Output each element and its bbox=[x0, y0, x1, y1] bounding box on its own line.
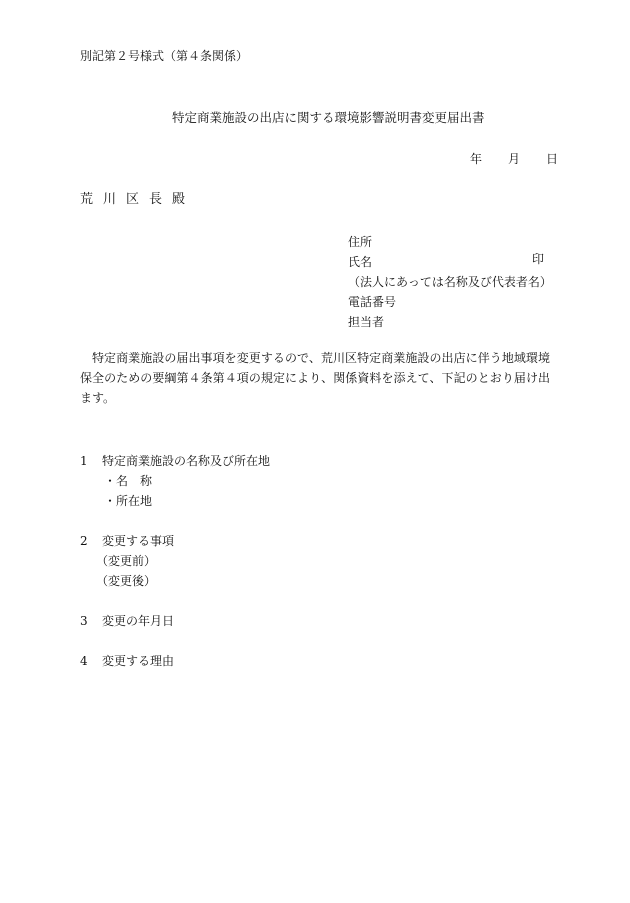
address-label: 住所 bbox=[348, 235, 373, 249]
item-title: 変更の年月日 bbox=[102, 614, 175, 628]
item-title: 特定商業施設の名称及び所在地 bbox=[102, 454, 271, 468]
item-heading bbox=[80, 451, 270, 471]
applicant-block bbox=[348, 232, 552, 332]
item-sub-line: （変更前） bbox=[96, 554, 157, 568]
item-number: 3 bbox=[80, 614, 88, 628]
item-heading bbox=[80, 611, 270, 631]
items-list bbox=[80, 451, 270, 671]
item-title: 変更する理由 bbox=[102, 654, 175, 668]
contact-label: 担当者 bbox=[348, 315, 385, 329]
item-number: 2 bbox=[80, 534, 88, 548]
date-line bbox=[470, 152, 558, 166]
corporate-note: （法人にあっては名称及び代表者名） bbox=[348, 275, 552, 289]
item-sub-line: ・名 称 bbox=[104, 474, 153, 488]
item-title: 変更する事項 bbox=[102, 534, 175, 548]
addressee: 荒川区長殿 bbox=[80, 192, 196, 207]
item-sub-line: （変更後） bbox=[96, 574, 157, 588]
seal-mark: 印 bbox=[532, 252, 545, 266]
item-heading bbox=[80, 531, 270, 551]
name-label: 氏名 bbox=[348, 255, 373, 269]
date-year-label: 年 bbox=[470, 152, 483, 166]
item-number: 4 bbox=[80, 654, 88, 668]
phone-label: 電話番号 bbox=[348, 295, 397, 309]
date-day-label: 日 bbox=[546, 152, 559, 166]
item-heading bbox=[80, 651, 270, 671]
date-month-label: 月 bbox=[508, 152, 521, 166]
body-paragraph: 特定商業施設の届出事項を変更するので、荒川区特定商業施設の出店に伴う地域環境保全のための要綱第４条第４項の規定により、関係資料を添えて、下記のとおり届け出ます。 bbox=[80, 351, 550, 405]
item-sub-line: ・所在地 bbox=[104, 494, 153, 508]
item-number: 1 bbox=[80, 454, 88, 468]
document-title: 特定商業施設の出店に関する環境影響説明書変更届出書 bbox=[172, 110, 485, 125]
form-label: 別記第２号様式（第４条関係） bbox=[80, 49, 249, 63]
